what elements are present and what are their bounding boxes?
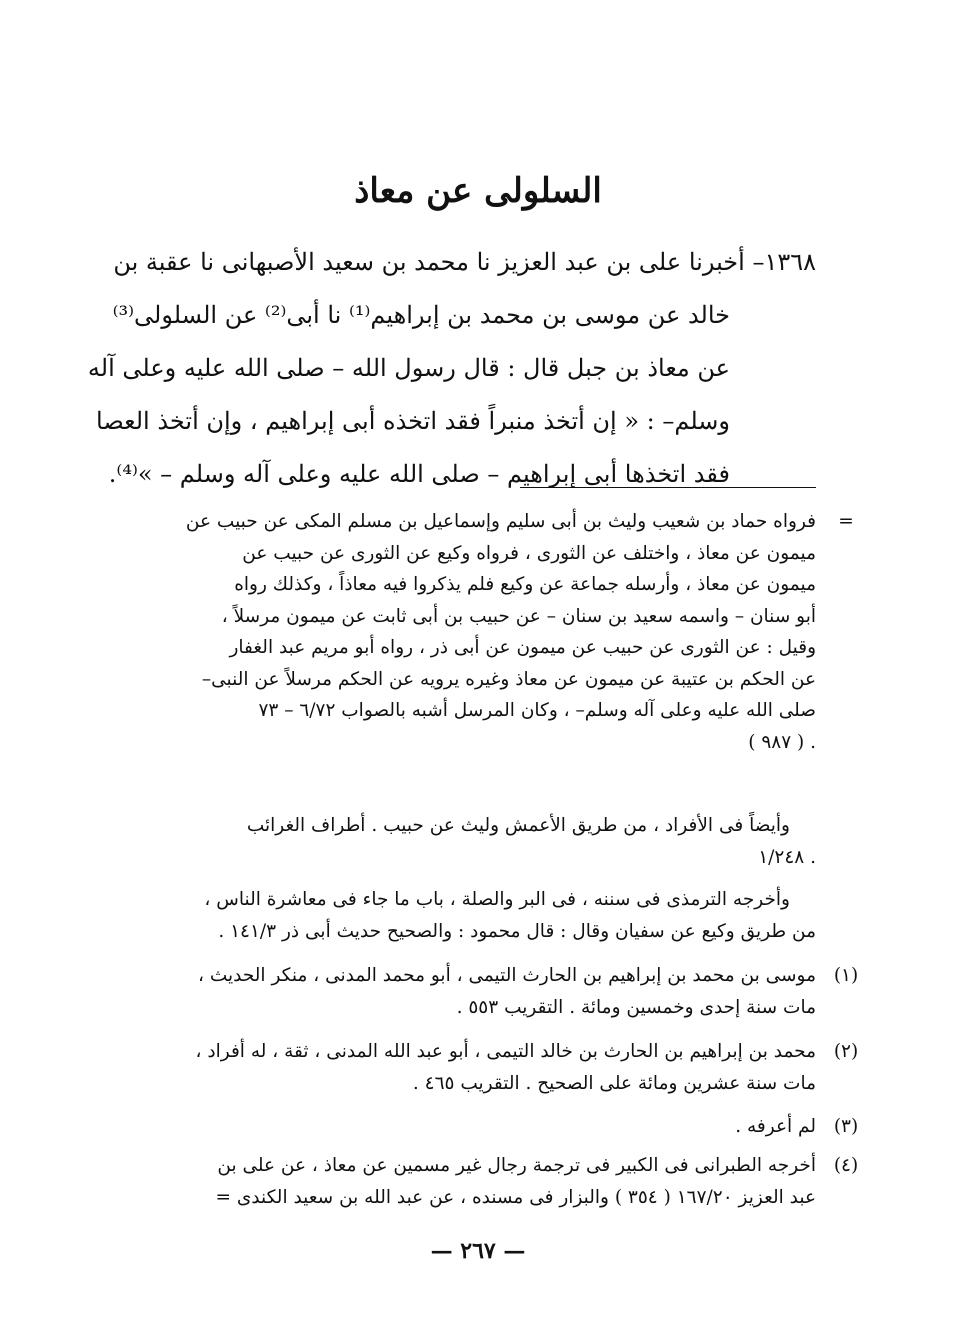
footnote-line: وقيل : عن الثورى عن حبيب عن ميمون عن أبى ذر ، رواه أبو مريم عبد الغفار [229,637,816,658]
chapter-title: السلولى عن معاذ [354,171,602,211]
footnote-line: فرواه حماد بن شعيب وليث بن أبى سليم وإسماعيل بن مسلم المكى عن حبيب عن [185,511,816,532]
footnote-paragraph-afrad [126,810,816,873]
footnote-line: . ١/٢٤٨ [758,846,816,868]
footnote-line: من طريق وكيع عن سفيان وقال : قال محمود : والصحيح حديث أبى ذر ١٤١/٣ . [218,920,816,942]
footnote-line: صلى الله عليه وعلى آله وسلم– ، وكان المرسل أشبه بالصواب ٦/٧٢ – ٧٣ [258,700,816,721]
hadith-text [87,236,816,501]
footnote-line: أخرجه الطبرانى فى الكبير فى ترجمة رجال غير مسمين عن معاذ ، عن على بن [217,1155,816,1176]
footnote-1 [126,960,859,1023]
footnote-line: موسى بن محمد بن إبراهيم بن الحارث التيمى ، أبو محمد المدنى ، منكر الحديث ، [197,965,816,986]
footnote-number: (٤) [833,1155,859,1176]
footnote-line: مات سنة عشرين ومائة على الصحيح . التقريب ٤٦٥ . [412,1072,816,1094]
footnote-number: (٣) [833,1116,859,1137]
footnote-line: محمد بن إبراهيم بن الحارث بن خالد التيمى ، أبو عبد الله المدنى ، ثقة ، له أفراد ، [195,1041,816,1062]
footnote-4 [126,1150,859,1213]
footnote-number: (٢) [833,1041,859,1062]
footnote-line: عن الحكم بن عتيبة عن ميمون عن معاذ وغيره يرويه عن الحكم مرسلاً عن النبى– [201,668,816,690]
footnote-line: وأيضاً فى الأفراد ، من طريق الأعمش وليث عن حبيب . أطراف الغرائب [246,815,790,836]
continuation-marker: = [838,511,854,532]
hadith-line: خالد عن موسى بن محمد بن إبراهيم⁽¹⁾ نا أبى⁽²⁾ عن السلولى⁽³⁾ [112,301,730,329]
footnote-3 [126,1111,859,1143]
footnote-separator [520,487,816,488]
footnote-number: (١) [833,965,859,986]
hadith-line: عن معاذ بن جبل قال : قال رسول الله – صلى الله عليه وعلى آله [87,354,730,382]
footnote-line: وأخرجه الترمذى فى سننه ، فى البر والصلة ، باب ما جاء فى معاشرة الناس ، [204,889,790,910]
footnote-line: مات سنة إحدى وخمسين ومائة . التقريب ٥٥٣ . [456,996,816,1018]
hadith-line: وسلم– : « إن أتخذ منبراً فقد اتخذه أبى إبراهيم ، وإن أتخذ العصا [96,407,730,435]
footnote-continuation [126,506,854,758]
footnote-line: ميمون عن معاذ ، وأرسله جماعة عن وكيع فلم يذكروا فيه معاذاً ، وكذلك رواه [234,574,816,595]
hadith-line: ١٣٦٨– أخبرنا على بن عبد العزيز نا محمد بن سعيد الأصبهانى نا عقبة بن [113,248,816,276]
footnote-2 [126,1036,859,1099]
hadith-line: فقد اتخذها أبى إبراهيم – صلى الله عليه وعلى آله وسلم – »⁽⁴⁾. [108,460,730,488]
page-number: — ٢٦٧ — [430,1238,526,1264]
footnote-line: أبو سنان – واسمه سعيد بن سنان – عن حبيب بن أبى ثابت عن ميمون مرسلاً ، [221,605,816,627]
footnote-line: ميمون عن معاذ ، واختلف عن الثورى ، فرواه وكيع عن الثورى عن حبيب عن [242,542,816,564]
footnote-line: لم أعرفه . [735,1116,816,1137]
footnote-paragraph-tirmidhi [126,884,816,947]
footnote-line: عبد العزيز ١٦٧/٢٠ ( ٣٥٤ ) والبزار فى مسنده ، عن عبد الله بن سعيد الكندى = [215,1186,816,1208]
footnote-line: . ( ٩٨٧ ) [748,731,816,753]
